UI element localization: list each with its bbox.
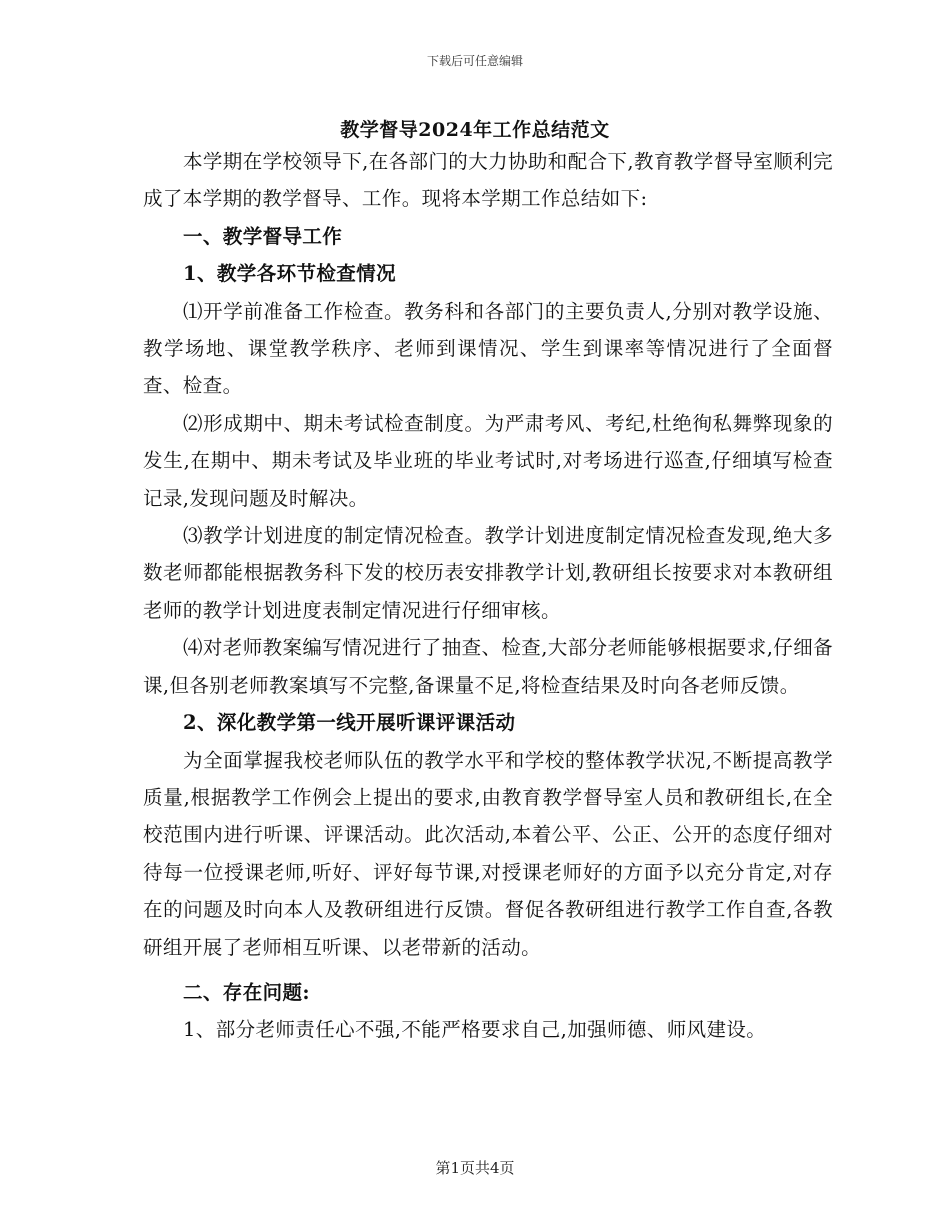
list-item-3: ⑶教学计划进度的制定情况检查。教学计划进度制定情况检查发现,绝大多数老师都能根据教务科下发的校历表安排教学计划,教研组长按要求对本教研组老师的教学计划进度表制定情况进行仔细审核。 [143,524,833,622]
paragraph-listening-activity: 为全面掌握我校老师队伍的教学水平和学校的整体教学状况,不断提高教学质量,根据教学工作例会上提出的要求,由教育教学督导室人员和教研组长,在全校范围内进行听课、评课活动。此次活动,本着公平、公正、公开的态度仔细对待每一位授课老师,听好、评好每节课,对授课老师好的方面予以充分肯定,对存在的问题及时向本人及教研组进行反馈。督促各教研组进行教学工作自查,各教研组开展了老师相互听课、以老带新的活动。 [143,748,833,959]
intro-paragraph: 本学期在学校领导下,在各部门的大力协助和配合下,教育教学督导室顺利完成了本学期的教学督导、工作。现将本学期工作总结如下: [143,150,833,211]
list-item-2: ⑵形成期中、期未考试检查制度。为严肃考风、考纪,杜绝徇私舞弊现象的发生,在期中、期未考试及毕业班的毕业考试时,对考场进行巡查,仔细填写检查记录,发现问题及时解决。 [143,411,833,510]
document-body [143,143,833,1049]
list-item-4: ⑷对老师教案编写情况进行了抽查、检查,大部分老师能够根据要求,仔细备课,但各别老师教案填写不完整,备课量不足,将检查结果及时向各老师反馈。 [143,636,833,697]
list-item-1: ⑴开学前准备工作检查。教务科和各部门的主要负责人,分别对教学设施、教学场地、课堂教学秩序、老师到课情况、学生到课率等情况进行了全面督查、检查。 [143,299,833,398]
page-number: 第1页共4页 [435,1159,515,1177]
section-heading-1: 一、教学督导工作 [183,224,343,248]
header-note: 下载后可任意编辑 [426,54,523,68]
problem-item-1: 1、部分老师责任心不强,不能严格要求自己,加强师德、师风建设。 [183,1018,767,1042]
section-heading-2: 二、存在问题: [183,980,310,1004]
subsection-heading-1-1: 1、教学各环节检查情况 [183,262,396,286]
document-title: 教学督导2024年工作总结范文 [340,119,610,141]
subsection-heading-1-2: 2、深化教学第一线开展听课评课活动 [183,711,516,735]
